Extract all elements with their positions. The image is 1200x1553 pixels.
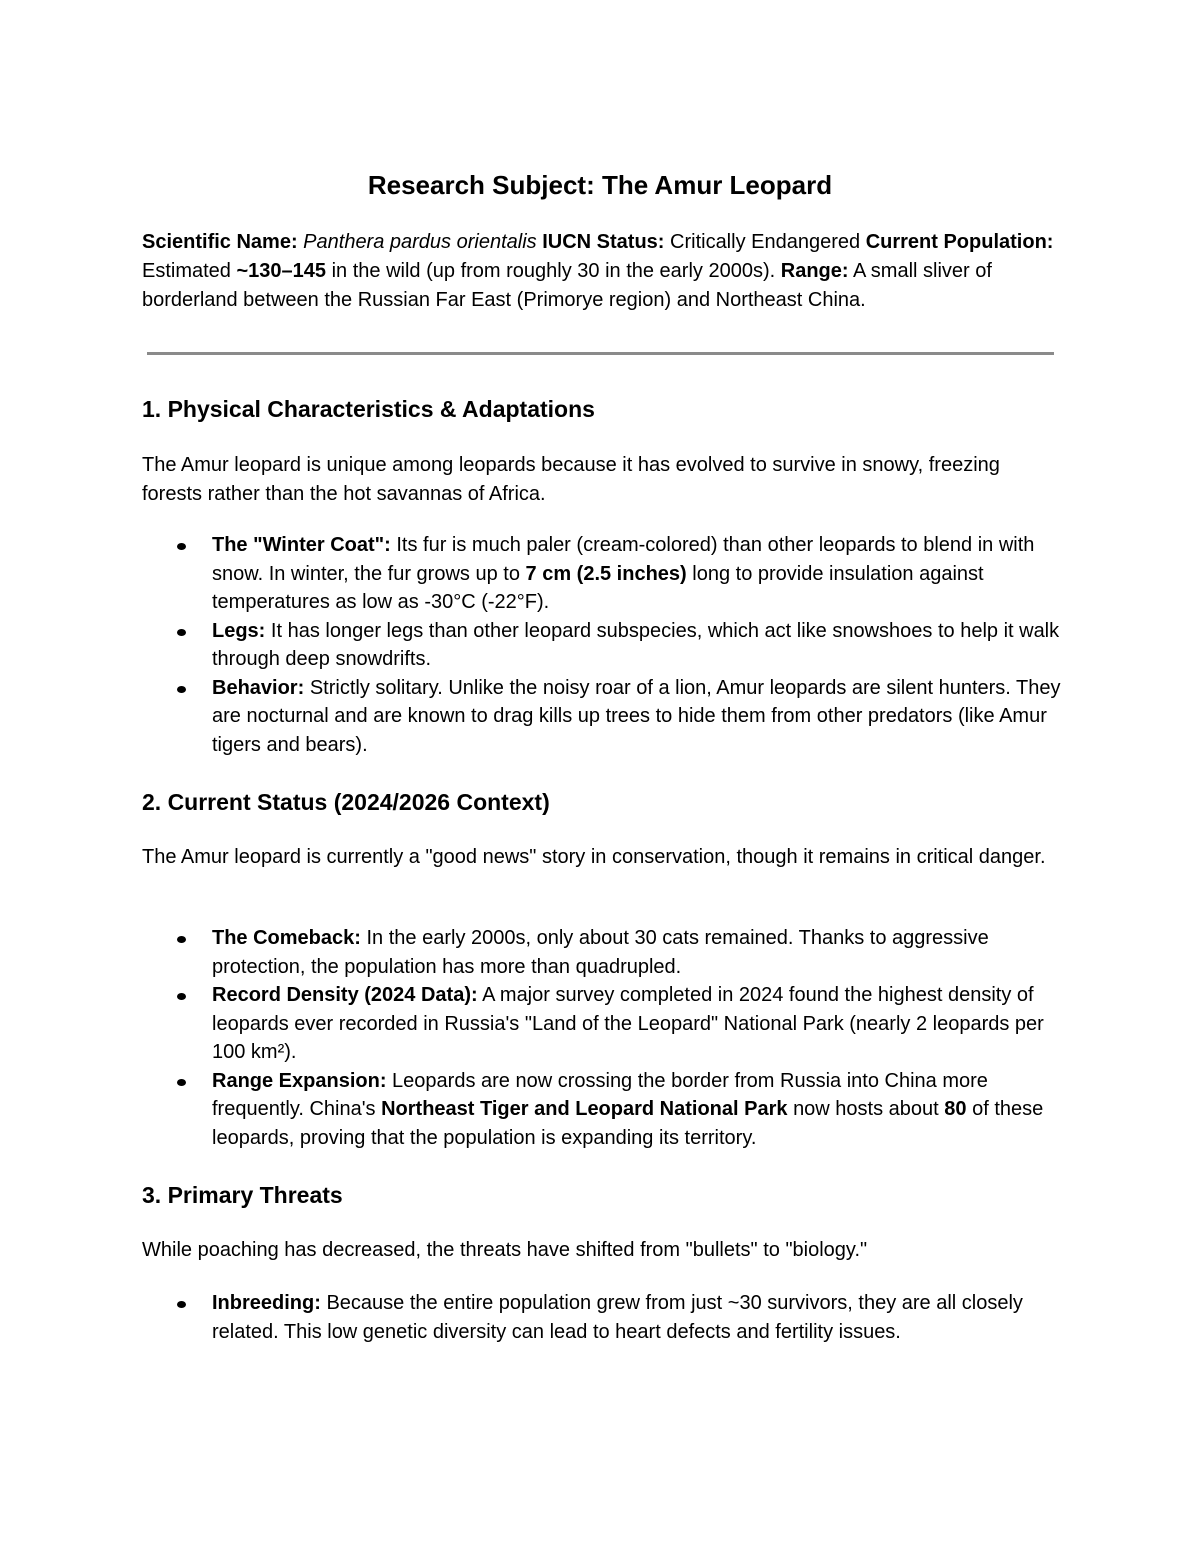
bullet-text: Its fur is much paler (cream-colored) than other leopards to blend in with snow. In winter, the fur grows up to bbox=[212, 534, 1035, 585]
list-item bbox=[142, 1067, 1062, 1153]
bullet-text: Strictly solitary. Unlike the noisy roar of a lion, Amur leopards are silent hunters. They are nocturnal and are known to drag kills up trees to hide them from other predators (like Amur tigers and bears). bbox=[212, 676, 1061, 756]
bullet-icon bbox=[177, 1301, 186, 1308]
subject-summary bbox=[142, 228, 1062, 315]
bullet-text: Leopards are now crossing the border from Russia into China more frequently. China's bbox=[212, 1069, 988, 1120]
section-intro-threats: While poaching has decreased, the threats have shifted from "bullets" to "biology." bbox=[142, 1239, 868, 1261]
list-item bbox=[142, 981, 1062, 1067]
section-heading-physical: 1. Physical Characteristics & Adaptations bbox=[142, 396, 595, 422]
bullet-icon bbox=[177, 936, 186, 943]
iucn-status-label: IUCN Status: bbox=[542, 231, 665, 253]
section-intro-status: The Amur leopard is currently a "good news" story in conservation, though it remains in critical danger. bbox=[142, 846, 1046, 868]
bullet-emphasis: Northeast Tiger and Leopard National Park bbox=[381, 1098, 788, 1120]
bullet-text: It has longer legs than other leopard subspecies, which act like snowshoes to help it walk through deep snowdrifts. bbox=[212, 619, 1060, 670]
bullet-text: A major survey completed in 2024 found the highest density of leopards ever recorded in Russia's "Land of the Leopard" National Park (nearly 2 leopards per 100 km²). bbox=[212, 984, 1044, 1063]
bullet-label: Behavior: bbox=[212, 676, 305, 699]
population-value: ~130–145 bbox=[236, 260, 327, 282]
bullet-label: Legs: bbox=[212, 619, 266, 642]
population-label: Current Population: bbox=[865, 231, 1054, 253]
threats-bullet-list bbox=[142, 1289, 1062, 1346]
list-item bbox=[142, 924, 1062, 981]
bullet-label: Inbreeding: bbox=[212, 1292, 321, 1314]
horizontal-divider bbox=[147, 352, 1054, 355]
status-bullet-list bbox=[142, 924, 1062, 1152]
list-item bbox=[142, 674, 1062, 760]
list-item bbox=[142, 617, 1062, 674]
list-item bbox=[142, 531, 1062, 617]
bullet-label: Record Density (2024 Data): bbox=[212, 984, 478, 1006]
bullet-text: now hosts about bbox=[793, 1098, 939, 1120]
section-heading-status: 2. Current Status (2024/2026 Context) bbox=[142, 789, 550, 815]
section-intro-physical: The Amur leopard is unique among leopards because it has evolved to survive in snowy, freezing forests rather than the hot savannas of Africa. bbox=[142, 454, 1000, 505]
bullet-emphasis: 7 cm (2.5 inches) bbox=[525, 562, 687, 585]
bullet-icon bbox=[177, 686, 186, 693]
bullet-emphasis: 80 bbox=[944, 1098, 967, 1120]
bullet-label: The "Winter Coat": bbox=[212, 534, 391, 556]
bullet-text: long to provide insulation against temperatures as low as -30°C (-22°F). bbox=[212, 562, 984, 613]
scientific-name-value: Panthera pardus orientalis bbox=[303, 231, 537, 253]
bullet-label: Range Expansion: bbox=[212, 1069, 387, 1092]
range-label: Range: bbox=[780, 260, 849, 282]
population-prefix: Estimated bbox=[142, 260, 231, 282]
iucn-status-value: Critically Endangered bbox=[670, 231, 861, 253]
physical-bullet-list bbox=[142, 531, 1062, 759]
population-suffix: in the wild (up from roughly 30 in the early 2000s). bbox=[331, 260, 776, 282]
range-value: A small sliver of borderland between the Russian Far East (Primorye region) and Northeast China. bbox=[142, 260, 992, 311]
bullet-icon bbox=[177, 993, 186, 1000]
bullet-icon bbox=[177, 1079, 186, 1086]
scientific-name-label: Scientific Name: bbox=[142, 231, 298, 253]
bullet-text: In the early 2000s, only about 30 cats remained. Thanks to aggressive protection, the population has more than quadrupled. bbox=[212, 927, 989, 978]
bullet-icon bbox=[177, 629, 186, 636]
bullet-text: of these leopards, proving that the population is expanding its territory. bbox=[212, 1098, 1044, 1149]
section-heading-threats: 3. Primary Threats bbox=[142, 1182, 343, 1208]
bullet-text: Because the entire population grew from just ~30 survivors, they are all closely related. This low genetic diversity can lead to heart defects and fertility issues. bbox=[212, 1292, 1023, 1343]
page-title: Research Subject: The Amur Leopard bbox=[367, 170, 833, 200]
list-item bbox=[142, 1289, 1062, 1346]
bullet-label: The Comeback: bbox=[212, 927, 361, 949]
bullet-icon bbox=[177, 543, 186, 550]
